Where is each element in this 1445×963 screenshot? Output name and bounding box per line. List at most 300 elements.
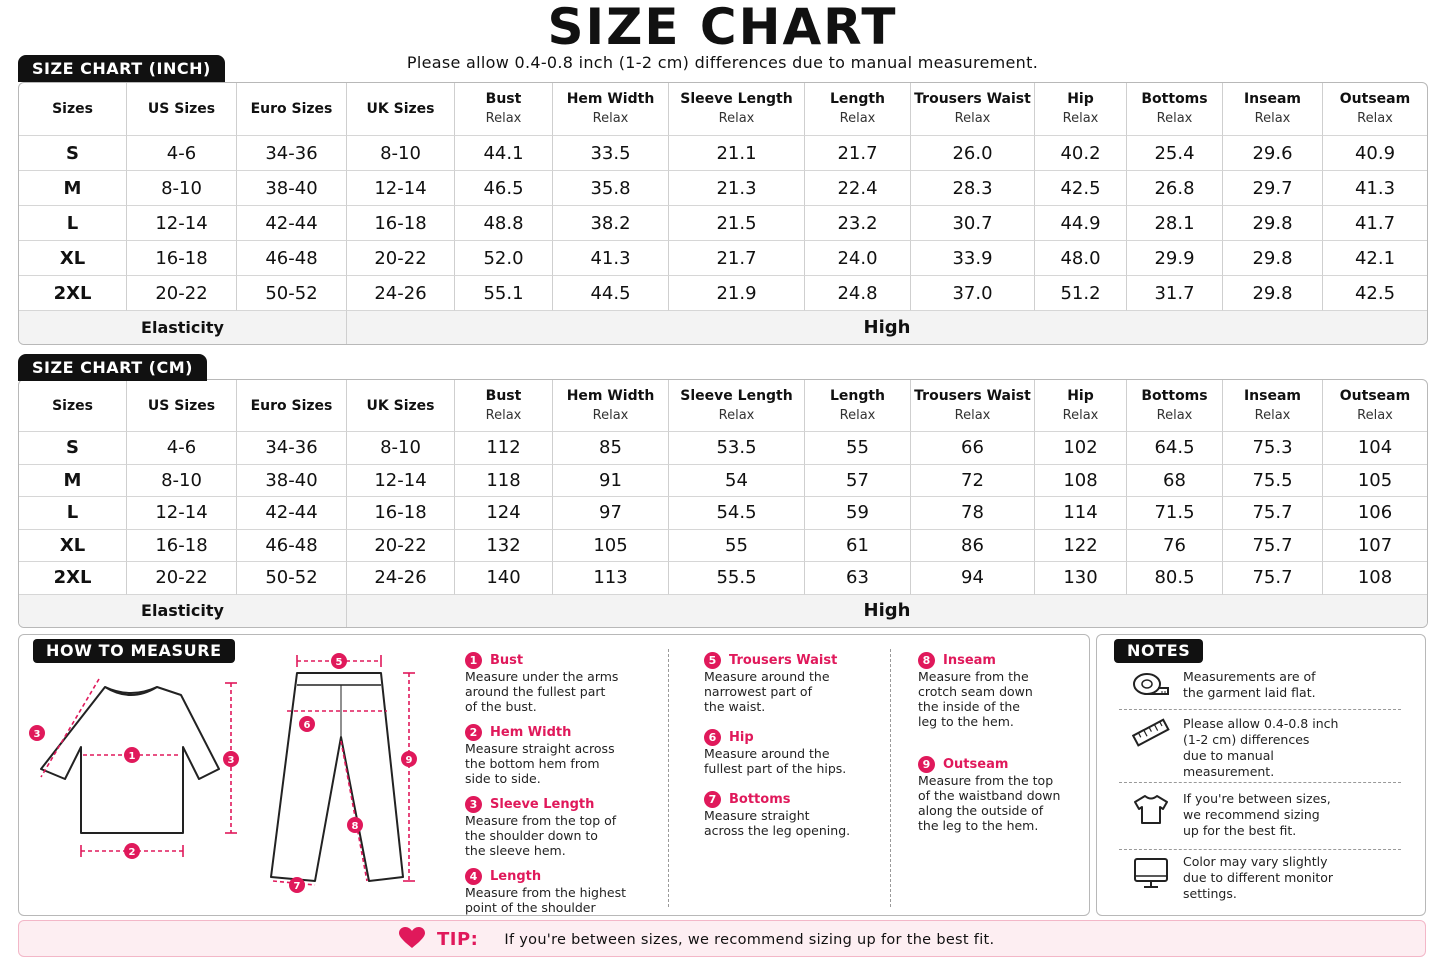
table-cell: 44.5 xyxy=(553,276,669,311)
svg-text:9: 9 xyxy=(405,755,413,766)
measure-item xyxy=(465,867,640,915)
column-header-sub: Relax xyxy=(839,407,876,423)
measure-number-badge: 1 xyxy=(465,652,482,669)
cm-table-label: SIZE CHART (CM) xyxy=(18,354,207,381)
svg-text:3: 3 xyxy=(33,729,41,740)
table-cell: 97 xyxy=(553,497,669,530)
column-header-name: Euro Sizes xyxy=(250,397,333,414)
table-cell: 52.0 xyxy=(455,241,553,276)
table-cell: 75.7 xyxy=(1223,562,1323,595)
measure-item xyxy=(465,723,640,786)
table-cell: 54.5 xyxy=(669,497,805,530)
note-divider xyxy=(1119,782,1401,783)
table-cell: 132 xyxy=(455,530,553,563)
inch-size-table xyxy=(18,82,1428,345)
table-cell: 76 xyxy=(1127,530,1223,563)
table-cell: 20-22 xyxy=(127,562,237,595)
note-divider xyxy=(1119,849,1401,850)
pants-outline xyxy=(271,673,403,881)
table-cell: 113 xyxy=(553,562,669,595)
measure-item-title: Bust xyxy=(490,652,524,668)
column-header-name: Hip xyxy=(1067,387,1094,404)
table-cell: 44.9 xyxy=(1035,206,1127,241)
column-header xyxy=(1323,83,1427,136)
column-header xyxy=(1127,380,1223,432)
table-cell: 122 xyxy=(1035,530,1127,563)
table-cell: 105 xyxy=(553,530,669,563)
table-cell: 40.2 xyxy=(1035,136,1127,171)
table-cell: 105 xyxy=(1323,465,1427,498)
notes-panel xyxy=(1096,634,1426,916)
size-cell: S xyxy=(19,432,127,465)
elasticity-row xyxy=(19,595,1427,627)
table-cell: 51.2 xyxy=(1035,276,1127,311)
cm-table-body xyxy=(19,432,1427,627)
note-text: Please allow 0.4-0.8 inch (1-2 cm) differences due to manual measurement. xyxy=(1183,716,1339,779)
tip-label: TIP: xyxy=(437,929,479,950)
page-subtitle: Please allow 0.4-0.8 inch (1-2 cm) differences due to manual measurement. xyxy=(406,53,1039,72)
table-cell: 28.1 xyxy=(1127,206,1223,241)
table-cell: 42.5 xyxy=(1323,276,1427,311)
table-cell: 21.5 xyxy=(669,206,805,241)
table-cell: 26.8 xyxy=(1127,171,1223,206)
column-header-sub: Relax xyxy=(1357,407,1393,423)
column-header xyxy=(669,380,805,432)
measure-number-badge: 2 xyxy=(465,724,482,741)
measure-item-title: Length xyxy=(490,868,542,884)
svg-text:7: 7 xyxy=(293,881,301,892)
column-header-name: Trousers Waist xyxy=(914,387,1031,404)
column-header xyxy=(19,380,127,432)
note-item xyxy=(1119,716,1401,780)
table-cell: 20-22 xyxy=(347,241,455,276)
measure-item-description: Measure under the arms around the fullest part of the bust. xyxy=(465,669,619,714)
table-cell: 20-22 xyxy=(127,276,237,311)
measure-number-badge: 5 xyxy=(704,652,721,669)
measure-item-heading xyxy=(465,795,640,813)
how-to-measure-panel xyxy=(18,634,1090,916)
notes-label: NOTES xyxy=(1114,639,1203,663)
column-header-sub: Relax xyxy=(839,111,876,126)
table-row xyxy=(19,497,1427,530)
column-header-sub: Relax xyxy=(1062,111,1099,126)
measure-number-badge: 4 xyxy=(465,868,482,885)
elasticity-row xyxy=(19,311,1427,344)
table-row xyxy=(19,432,1427,465)
table-cell: 42-44 xyxy=(237,497,347,530)
size-cell: XL xyxy=(19,241,127,276)
table-cell: 50-52 xyxy=(237,562,347,595)
table-cell: 75.5 xyxy=(1223,465,1323,498)
table-cell: 33.5 xyxy=(553,136,669,171)
table-cell: 85 xyxy=(553,432,669,465)
size-cell: L xyxy=(19,206,127,241)
column-header xyxy=(911,83,1035,136)
inch-table-label: SIZE CHART (INCH) xyxy=(18,55,225,82)
measure-item-heading xyxy=(918,651,1093,669)
table-cell: 107 xyxy=(1323,530,1427,563)
table-cell: 29.8 xyxy=(1223,206,1323,241)
column-header-sub: Relax xyxy=(592,407,629,423)
column-header-sub: Relax xyxy=(1357,111,1393,126)
measure-item-description: Measure from the highest point of the shoulder xyxy=(465,885,627,915)
column-header xyxy=(805,83,911,136)
table-cell: 59 xyxy=(805,497,911,530)
table-row xyxy=(19,465,1427,498)
ruler-icon xyxy=(1119,716,1183,748)
table-cell: 118 xyxy=(455,465,553,498)
table-cell: 34-36 xyxy=(237,136,347,171)
table-cell: 29.7 xyxy=(1223,171,1323,206)
column-header-name: Outseam xyxy=(1339,91,1411,107)
column-header-name: Sleeve Length xyxy=(680,91,793,107)
table-cell: 24.8 xyxy=(805,276,911,311)
note-item xyxy=(1119,791,1401,839)
measure-divider xyxy=(668,649,669,907)
table-cell: 42.5 xyxy=(1035,171,1127,206)
table-cell: 41.3 xyxy=(1323,171,1427,206)
measure-column-3 xyxy=(918,651,1093,842)
table-row xyxy=(19,136,1427,171)
svg-text:2: 2 xyxy=(128,847,136,858)
column-header xyxy=(1223,380,1323,432)
table-cell: 55 xyxy=(805,432,911,465)
elasticity-value: High xyxy=(347,595,1427,627)
column-header xyxy=(19,83,127,136)
column-header xyxy=(237,83,347,136)
table-cell: 21.1 xyxy=(669,136,805,171)
size-cell: XL xyxy=(19,530,127,563)
table-cell: 114 xyxy=(1035,497,1127,530)
shirt-diagram xyxy=(23,673,243,868)
table-cell: 26.0 xyxy=(911,136,1035,171)
table-cell: 16-18 xyxy=(127,241,237,276)
measure-column-2 xyxy=(704,651,879,852)
table-cell: 8-10 xyxy=(347,432,455,465)
table-cell: 4-6 xyxy=(127,432,237,465)
measure-item-heading xyxy=(465,651,640,669)
column-header xyxy=(1223,83,1323,136)
size-cell: 2XL xyxy=(19,562,127,595)
column-header-name: Bust xyxy=(485,91,522,107)
table-cell: 34-36 xyxy=(237,432,347,465)
table-cell: 130 xyxy=(1035,562,1127,595)
column-header-sub: Relax xyxy=(718,407,755,423)
table-cell: 75.7 xyxy=(1223,497,1323,530)
column-header-name: US Sizes xyxy=(147,101,216,117)
table-cell: 8-10 xyxy=(347,136,455,171)
column-header-name: Outseam xyxy=(1339,387,1411,404)
size-cell: M xyxy=(19,171,127,206)
column-header xyxy=(669,83,805,136)
column-header-name: Euro Sizes xyxy=(250,101,333,117)
measure-number-badge: 6 xyxy=(704,729,721,746)
table-cell: 41.3 xyxy=(553,241,669,276)
table-cell: 55.5 xyxy=(669,562,805,595)
table-cell: 80.5 xyxy=(1127,562,1223,595)
column-header-name: Sizes xyxy=(52,397,93,414)
column-header-sub: Relax xyxy=(1254,407,1291,423)
column-header-name: UK Sizes xyxy=(366,397,435,414)
note-divider xyxy=(1119,709,1401,710)
table-cell: 40.9 xyxy=(1323,136,1427,171)
table-cell: 16-18 xyxy=(347,497,455,530)
table-cell: 46-48 xyxy=(237,241,347,276)
table-row xyxy=(19,530,1427,563)
measure-item-heading xyxy=(704,651,879,669)
table-cell: 24-26 xyxy=(347,276,455,311)
table-cell: 57 xyxy=(805,465,911,498)
table-cell: 140 xyxy=(455,562,553,595)
table-cell: 38-40 xyxy=(237,465,347,498)
table-cell: 16-18 xyxy=(347,206,455,241)
column-header-sub: Relax xyxy=(592,111,629,126)
column-header-name: US Sizes xyxy=(147,397,216,414)
measure-item xyxy=(918,755,1093,833)
table-cell: 29.6 xyxy=(1223,136,1323,171)
table-cell: 106 xyxy=(1323,497,1427,530)
table-cell: 29.9 xyxy=(1127,241,1223,276)
column-header-name: Trousers Waist xyxy=(914,91,1031,107)
measure-number-badge: 8 xyxy=(918,652,935,669)
table-cell: 48.0 xyxy=(1035,241,1127,276)
inch-header-row xyxy=(19,83,1427,136)
column-header-sub: Relax xyxy=(718,111,755,126)
size-cell: S xyxy=(19,136,127,171)
table-cell: 12-14 xyxy=(127,497,237,530)
column-header xyxy=(347,380,455,432)
measure-column-1 xyxy=(465,651,640,924)
measure-item-heading xyxy=(918,755,1093,773)
tip-text: If you're between sizes, we recommend sizing up for the best fit. xyxy=(504,931,995,948)
note-item xyxy=(1119,854,1401,902)
table-cell: 102 xyxy=(1035,432,1127,465)
column-header-name: Inseam xyxy=(1243,387,1302,404)
table-cell: 35.8 xyxy=(553,171,669,206)
column-header xyxy=(1035,380,1127,432)
measure-item-heading xyxy=(704,790,879,808)
column-header xyxy=(455,380,553,432)
svg-text:8: 8 xyxy=(351,821,359,832)
measure-item-description: Measure straight across the leg opening. xyxy=(704,808,851,838)
svg-text:3: 3 xyxy=(227,755,235,766)
note-item xyxy=(1119,669,1401,701)
table-cell: 22.4 xyxy=(805,171,911,206)
table-cell: 20-22 xyxy=(347,530,455,563)
table-cell: 104 xyxy=(1323,432,1427,465)
table-cell: 68 xyxy=(1127,465,1223,498)
table-cell: 21.9 xyxy=(669,276,805,311)
table-cell: 41.7 xyxy=(1323,206,1427,241)
elasticity-label: Elasticity xyxy=(19,595,347,627)
table-cell: 78 xyxy=(911,497,1035,530)
table-cell: 16-18 xyxy=(127,530,237,563)
column-header-name: Bottoms xyxy=(1141,387,1208,404)
elasticity-value: High xyxy=(347,311,1427,344)
measure-item-title: Hip xyxy=(729,729,754,745)
note-text: If you're between sizes, we recommend sizing up for the best fit. xyxy=(1183,791,1331,838)
measure-item xyxy=(465,651,640,714)
table-cell: 66 xyxy=(911,432,1035,465)
column-header xyxy=(553,380,669,432)
column-header xyxy=(911,380,1035,432)
tshirt-icon xyxy=(1119,791,1183,825)
pants-diagram xyxy=(257,649,427,899)
column-header-sub: Relax xyxy=(1156,111,1193,126)
table-cell: 24.0 xyxy=(805,241,911,276)
measure-item-title: Inseam xyxy=(943,652,996,668)
table-cell: 38.2 xyxy=(553,206,669,241)
table-cell: 21.7 xyxy=(805,136,911,171)
column-header-name: Inseam xyxy=(1243,91,1302,107)
column-header xyxy=(1035,83,1127,136)
table-cell: 55 xyxy=(669,530,805,563)
column-header-name: Hem Width xyxy=(566,387,655,404)
measure-number-badge: 7 xyxy=(704,791,721,808)
table-cell: 75.7 xyxy=(1223,530,1323,563)
table-cell: 63 xyxy=(805,562,911,595)
note-text: Measurements are of the garment laid flat. xyxy=(1183,669,1316,700)
column-header-name: Hip xyxy=(1067,91,1094,107)
table-cell: 64.5 xyxy=(1127,432,1223,465)
table-cell: 8-10 xyxy=(127,171,237,206)
measure-item-title: Trousers Waist xyxy=(729,652,838,668)
table-cell: 46.5 xyxy=(455,171,553,206)
column-header-name: Bust xyxy=(485,387,522,404)
column-header-sub: Relax xyxy=(485,407,522,423)
table-cell: 50-52 xyxy=(237,276,347,311)
column-header xyxy=(127,380,237,432)
page-title: SIZE CHART xyxy=(547,0,898,56)
table-cell: 124 xyxy=(455,497,553,530)
measure-number-badge: 9 xyxy=(918,756,935,773)
table-cell: 108 xyxy=(1035,465,1127,498)
cm-size-table xyxy=(18,379,1428,628)
table-cell: 53.5 xyxy=(669,432,805,465)
table-row xyxy=(19,241,1427,276)
table-cell: 29.8 xyxy=(1223,241,1323,276)
measure-item-heading xyxy=(704,728,879,746)
column-header xyxy=(455,83,553,136)
measure-item xyxy=(918,651,1093,729)
measure-item xyxy=(704,728,879,776)
measure-item xyxy=(465,795,640,858)
column-header xyxy=(347,83,455,136)
table-cell: 25.4 xyxy=(1127,136,1223,171)
table-cell: 54 xyxy=(669,465,805,498)
table-cell: 12-14 xyxy=(347,171,455,206)
table-row xyxy=(19,276,1427,311)
column-header-sub: Relax xyxy=(1254,111,1291,126)
measure-item-description: Measure around the narrowest part of the waist. xyxy=(704,669,830,714)
column-header-name: Bottoms xyxy=(1141,91,1208,107)
table-cell: 42-44 xyxy=(237,206,347,241)
column-header xyxy=(127,83,237,136)
column-header-sub: Relax xyxy=(485,111,522,126)
table-cell: 46-48 xyxy=(237,530,347,563)
svg-text:5: 5 xyxy=(335,657,343,668)
column-header-name: Sleeve Length xyxy=(680,387,793,404)
table-cell: 4-6 xyxy=(127,136,237,171)
column-header xyxy=(1127,83,1223,136)
table-cell: 12-14 xyxy=(347,465,455,498)
measure-item-heading xyxy=(465,723,640,741)
table-cell: 75.3 xyxy=(1223,432,1323,465)
tip-bar xyxy=(18,920,1426,957)
table-cell: 21.7 xyxy=(669,241,805,276)
column-header-name: Hem Width xyxy=(566,91,655,107)
column-header xyxy=(805,380,911,432)
column-header xyxy=(553,83,669,136)
column-header-name: Length xyxy=(829,387,886,404)
svg-text:1: 1 xyxy=(128,751,136,762)
column-header-sub: Relax xyxy=(954,407,991,423)
table-cell: 37.0 xyxy=(911,276,1035,311)
size-cell: M xyxy=(19,465,127,498)
table-cell: 94 xyxy=(911,562,1035,595)
table-cell: 91 xyxy=(553,465,669,498)
table-cell: 72 xyxy=(911,465,1035,498)
column-header-sub: Relax xyxy=(1062,407,1099,423)
measure-item-description: Measure from the top of the waistband down along the outside of the leg to the hem. xyxy=(918,773,1061,833)
table-cell: 112 xyxy=(455,432,553,465)
measure-item-title: Bottoms xyxy=(729,791,791,807)
measure-item-description: Measure straight across the bottom hem from side to side. xyxy=(465,741,615,786)
table-cell: 30.7 xyxy=(911,206,1035,241)
measure-item-title: Outseam xyxy=(943,756,1009,772)
table-cell: 31.7 xyxy=(1127,276,1223,311)
measure-item xyxy=(704,651,879,714)
table-cell: 44.1 xyxy=(455,136,553,171)
inch-table-body xyxy=(19,136,1427,344)
measure-item-heading xyxy=(465,867,640,885)
column-header-sub: Relax xyxy=(1156,407,1193,423)
column-header xyxy=(237,380,347,432)
measure-item-description: Measure around the fullest part of the hips. xyxy=(704,746,847,776)
column-header xyxy=(1323,380,1427,432)
table-cell: 12-14 xyxy=(127,206,237,241)
table-cell: 48.8 xyxy=(455,206,553,241)
column-header-sub: Relax xyxy=(954,111,991,126)
table-row xyxy=(19,171,1427,206)
table-cell: 55.1 xyxy=(455,276,553,311)
table-cell: 86 xyxy=(911,530,1035,563)
measuring-tape-icon xyxy=(1119,669,1183,701)
table-cell: 8-10 xyxy=(127,465,237,498)
measure-number-badge: 3 xyxy=(465,796,482,813)
column-header-name: UK Sizes xyxy=(366,101,435,117)
table-cell: 29.8 xyxy=(1223,276,1323,311)
table-cell: 42.1 xyxy=(1323,241,1427,276)
cm-header-row xyxy=(19,380,1427,432)
table-row xyxy=(19,206,1427,241)
elasticity-label: Elasticity xyxy=(19,311,347,344)
how-to-measure-label: HOW TO MEASURE xyxy=(33,639,235,663)
heart-icon xyxy=(399,927,425,953)
table-cell: 33.9 xyxy=(911,241,1035,276)
size-cell: 2XL xyxy=(19,276,127,311)
column-header-name: Length xyxy=(829,91,886,107)
measure-item-title: Hem Width xyxy=(490,724,572,740)
table-cell: 24-26 xyxy=(347,562,455,595)
measure-item-title: Sleeve Length xyxy=(490,796,595,812)
note-text: Color may vary slightly due to different monitor settings. xyxy=(1183,854,1334,901)
measure-item-description: Measure from the top of the shoulder down to the sleeve hem. xyxy=(465,813,617,858)
table-cell: 21.3 xyxy=(669,171,805,206)
svg-text:6: 6 xyxy=(303,720,311,731)
table-cell: 28.3 xyxy=(911,171,1035,206)
measure-divider xyxy=(890,649,891,907)
